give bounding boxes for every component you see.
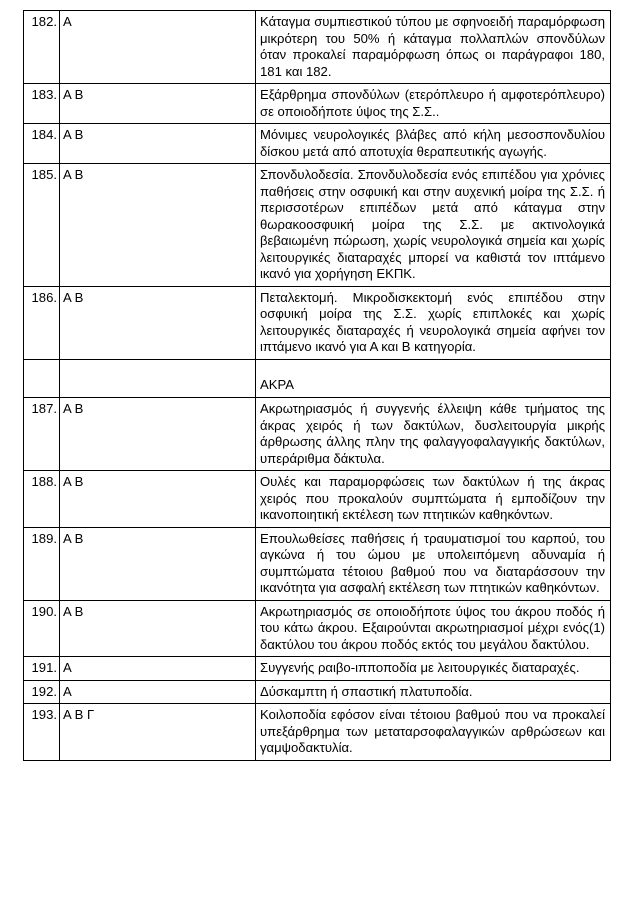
- row-number: 190.: [24, 600, 60, 657]
- row-description: Ακρωτηριασμός σε οποιοδήποτε ύψος του άκρου ποδός ή του κάτω άκρου. Εξαιρούνται ακρωτηριασμοί μέχρι ενός(1) δακτύλου του άκρου ποδός εκτός του μεγάλου δακτύλου.: [256, 600, 611, 657]
- row-description: Συγγενής ραιβο-ιπποποδία με λειτουργικές διαταραχές.: [256, 657, 611, 681]
- row-number: [24, 359, 60, 398]
- row-category: Α Β: [60, 398, 256, 471]
- row-category: Α Β: [60, 471, 256, 528]
- table-row: [24, 286, 611, 359]
- row-category: Α: [60, 11, 256, 84]
- row-description: Ακρωτηριασμός ή συγγενής έλλειψη κάθε τμήματος της άκρας χειρός ή των δακτύλων, δυσλειτουργία μικρής άρθρωσης άλλης πλην της φαλαγγοφαλαγγικής δακτύλων, υπεράριθμα δάκτυλα.: [256, 398, 611, 471]
- table-row: [24, 11, 611, 84]
- table-row: [24, 527, 611, 600]
- row-number: 185.: [24, 164, 60, 287]
- row-description: Εξάρθρημα σπονδύλων (ετερόπλευρο ή αμφοτερόπλευρο) σε οποιοδήποτε ύψος της Σ.Σ..: [256, 84, 611, 124]
- row-category: Α Β: [60, 164, 256, 287]
- row-number: 186.: [24, 286, 60, 359]
- table-row: [24, 84, 611, 124]
- criteria-table: [23, 10, 611, 761]
- row-category: Α Β: [60, 84, 256, 124]
- row-description: Δύσκαμπτη ή σπαστική πλατυποδία.: [256, 680, 611, 704]
- row-category: Α Β: [60, 527, 256, 600]
- row-description: Ουλές και παραμορφώσεις των δακτύλων ή της άκρας χειρός που προκαλούν συμπτώματα ή εμποδίζουν την ικανοποιητική εκτέλεση των πτητικών καθηκόντων.: [256, 471, 611, 528]
- row-number: 182.: [24, 11, 60, 84]
- row-description: Σπονδυλοδεσία. Σπονδυλοδεσία ενός επιπέδου για χρόνιες παθήσεις στην οσφυική και στην αυχενική μοίρα της Σ.Σ. ή περισσοτέρων επιπέδων μετά από κάταγμα στην θωρακοοσφυική μοίρα της Σ.Σ. με ακτινολογικά βεβαιωμένη πώρωση, χωρίς νευρολογικά σημεία και χωρίς λειτουργικές διαταραχές μπορεί να καθιστά τον ιπτάμενο ικανό για χορήγηση ΕΚΠΚ.: [256, 164, 611, 287]
- section-heading-row: [24, 359, 611, 398]
- row-number: 189.: [24, 527, 60, 600]
- table-row: [24, 124, 611, 164]
- table-row: [24, 657, 611, 681]
- row-category: Α Β Γ: [60, 704, 256, 761]
- section-heading: ΑΚΡΑ: [256, 359, 611, 398]
- row-number: 184.: [24, 124, 60, 164]
- row-description: Κοιλοποδία εφόσον είναι τέτοιου βαθμού που να προκαλεί υπεξάρθρημα των μεταταρσοφαλαγγικών αρθρώσεων και γαμψοδακτυλία.: [256, 704, 611, 761]
- row-number: 183.: [24, 84, 60, 124]
- row-category: Α Β: [60, 286, 256, 359]
- row-number: 188.: [24, 471, 60, 528]
- table-row: [24, 164, 611, 287]
- table-row: [24, 398, 611, 471]
- row-category: Α: [60, 680, 256, 704]
- row-category: Α: [60, 657, 256, 681]
- row-number: 191.: [24, 657, 60, 681]
- table-row: [24, 471, 611, 528]
- row-description: Πεταλεκτομή. Μικροδισκεκτομή ενός επιπέδου στην οσφυική μοίρα της Σ.Σ. χωρίς επιπλοκές και χωρίς λειτουργικές διαταραχές ή νευρολογικά σημεία αφήνει τον ιπτάμενο ικανό για Α και Β κατηγορία.: [256, 286, 611, 359]
- table-row: [24, 600, 611, 657]
- row-number: 193.: [24, 704, 60, 761]
- row-number: 187.: [24, 398, 60, 471]
- row-category: Α Β: [60, 124, 256, 164]
- table-row: [24, 704, 611, 761]
- table-row: [24, 680, 611, 704]
- row-category: Α Β: [60, 600, 256, 657]
- row-number: 192.: [24, 680, 60, 704]
- row-category: [60, 359, 256, 398]
- row-description: Μόνιμες νευρολογικές βλάβες από κήλη μεσοσπονδυλίου δίσκου μετά από αποτυχία θεραπευτικής αγωγής.: [256, 124, 611, 164]
- row-description: Επουλωθείσες παθήσεις ή τραυματισμοί του καρπού, του αγκώνα ή του ώμου με υπολειπόμενη αδυναμία ή συμπτώματα τέτοιου βαθμού που να διαταράσσουν την ικανότητα για ασφαλή εκτέλεση των πτητικών καθηκόντων.: [256, 527, 611, 600]
- row-description: Κάταγμα συμπιεστικού τύπου με σφηνοειδή παραμόρφωση μικρότερη του 50% ή κάταγμα πολλαπλών σπονδύλων όταν προκαλεί παραμόρφωση όπως οι παράγραφοι 180, 181 και 182.: [256, 11, 611, 84]
